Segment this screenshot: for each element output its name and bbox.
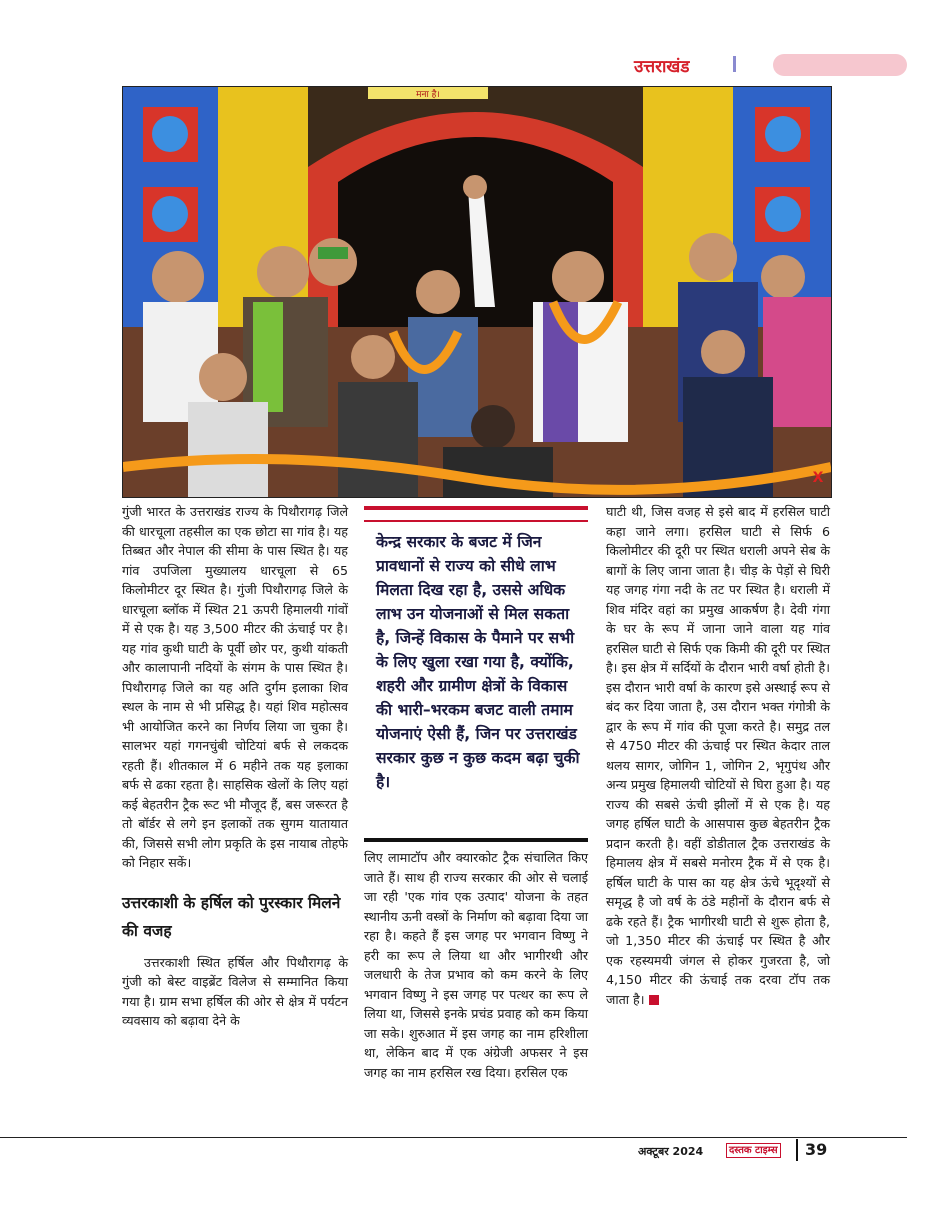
pull-quote-text: केन्द्र सरकार के बजट में जिन प्रावधानों से राज्य को सीधे लाभ मिलता दिख रहा है, उससे अधिक लाभ उन योजनाओं से मिल सकता है, जिन्हें विकास के पैमाने पर सभी के लिए खुला रखा गया है, क्योंकि, शहरी और ग्रामीण क्षेत्रों के विकास की भारी–भरकम बजट वाली तमाम योजनाएं ऐसी हैं, जिन पर उत्तराखंड सरकार कुछ न कुछ कदम बढ़ा चुकी है। bbox=[376, 533, 580, 791]
footer-date: अक्टूबर 2024 bbox=[638, 1145, 704, 1158]
footer-rule bbox=[0, 1137, 907, 1138]
section-tag: उत्तराखंड bbox=[634, 57, 690, 77]
header-pill bbox=[773, 54, 907, 76]
article-paragraph: गुंजी भारत के उत्तराखंड राज्य के पिथौरागढ़ जिले की धारचूला तहसील का एक छोटा सा गांव है। यह तिब्बत और नेपाल की सीमा के पास स्थित है। यह गांव उपजिला मुख्यालय धारचूला से 65 किलोमीटर दूर स्थित है। गुंजी पिथौरागढ़ जिले के धारचूला ब्लॉक में स्थित 21 ऊपरी हिमालयी गांवों में से एक है। यह 3,500 मीटर की ऊंचाई पर है। यह गांव कुथी घाटी के पूर्वी छोर पर, कुथी यांकती और कालापानी नदियों के संगम के पास स्थित है। पिथौरागढ़ जिले का यह अति दुर्गम इलाका शिव स्थल के नाम से भी प्रसिद्ध है। यहां शिव महोत्सव भी आयोजित करने का निर्णय लिया जा चुका है। सालभर यहां गगनचुंबी चोटियां बर्फ से लकदक रहती हैं। शीतकाल में 6 महीने तक यह इलाका बर्फ से ढका रहता है। साहसिक खेलों के लिए यहां कई बेहतरीन ट्रैक रूट भी मौजूद हैं, बस जरूरत है तो बॉर्डर से लगे इन इलाकों तक सुगम यातायात की, जिससे सभी लोग प्रकृति के इस नायाब तोहफे को निहार सकें। bbox=[122, 504, 348, 870]
pull-quote bbox=[364, 506, 588, 842]
article-paragraph: लिए लामाटॉप और क्यारकोट ट्रैक संचालित किए जाते हैं। साथ ही राज्य सरकार की ओर से चलाई जा रही 'एक गांव एक उत्पाद' योजना के तहत स्थानीय ऊनी वस्त्रों के निर्माण को बढ़ावा दिया जा रहा है। कहते हैं इस जगह पर भगवान विष्णु ने हरी का रूप ले लिया था और भागीरथी और जलधारी के तेज प्रभाव को कम करने के लिए भगवान विष्णु ने इस जगह पर पत्थर का रूप ले लिया था, जिससे इनके प्रचंड प्रवाह को कम किया जा सके। शुरुआत में इस जगह का नाम हरिशीला था, लेकिन बाद में एक अंग्रेजी अफसर ने इस जगह का नाम हरसिल रख दिया। हरसिल एक bbox=[364, 850, 588, 1080]
photo-corner-mark: X bbox=[812, 470, 824, 486]
end-of-article-mark bbox=[649, 995, 659, 1005]
pull-quote-rule bbox=[364, 520, 588, 522]
article-paragraph bbox=[606, 502, 830, 1009]
footer-brand-logo: दस्तक टाइम्स bbox=[726, 1143, 781, 1158]
article-column-3 bbox=[606, 502, 830, 1009]
article-subheading: उत्तरकाशी के हर्षिल को पुरस्कार मिलने की वजह bbox=[122, 893, 341, 940]
article-column-1 bbox=[122, 502, 348, 1031]
article-column-2 bbox=[364, 848, 588, 1082]
article-paragraph: उत्तरकाशी स्थित हर्षिल और पिथौरागढ़ के गुंजी को बेस्ट वाइब्रेंट विलेज से सम्मानित किया गया है। ग्राम सभा हर्षिल की ओर से क्षेत्र में पर्यटन व्यवसाय को बढ़ावा देने के bbox=[122, 954, 348, 1028]
photo-banner-text: मना है। bbox=[416, 90, 440, 100]
footer-divider bbox=[796, 1139, 798, 1161]
tag-divider bbox=[733, 56, 736, 72]
event-photo-illustration bbox=[123, 87, 831, 497]
page-number: 39 bbox=[805, 1140, 828, 1159]
article-paragraph-text: घाटी थी, जिस वजह से इसे बाद में हरसिल घाटी कहा जाने लगा। हरसिल घाटी से सिर्फ 6 किलोमीटर की दूरी पर स्थित धराली अपने सेब के बागों के लिए जाना जाता है। चीड़ के पेड़ों से घिरी यह जगह गंगा नदी के तट पर स्थित है। धराली में शिव मंदिर वहां का प्रमुख आकर्षण है। देवी गंगा के घर के रूप में जाना जाने वाला यह गांव हरसिल घाटी से सिर्फ एक किमी की दूरी पर स्थित है। इस क्षेत्र में सर्दियों के दौरान भारी वर्षा होती है। इस दौरान भारी वर्षा के कारण इसे अस्थाई रूप से बंद कर दिया जाता है, उस दौरान भक्त गंगोत्री के द्वार के रूप में गांव की पूजा करते है। समुद्र तल से 4750 मीटर की ऊंचाई पर स्थित केदार ताल थलय सागर, जोगिन 1, जोगिन 2, भृगुपंथ और अन्य प्रमुख हिमालयी चोटियों से घिरा हुआ है। यह राज्य की सबसे ऊंची झीलों में से एक है। यह जगह हर्षिल घाटी के आसपास कुछ बेहतरीन ट्रैक प्रदान करती है। वहीं डोडीताल ट्रैक उत्तराखंड के हिमालय क्षेत्र में सबसे मनोरम ट्रैक में से एक है। हर्षिल घाटी के पास का यह क्षेत्र ऊंचे भूदृश्यों से समृद्ध है जो वर्ष के ठंडे महीनों के दौरान बर्फ से ढके रहते हैं। ट्रैक भागीरथी घाटी से शुरू होता है, जो 1,350 मीटर की ऊंचाई पर स्थित है और एक रहस्यमयी जंगल से होकर गुजरता है, जो 4,150 मीटर की ऊंचाई तक दरवा टॉप तक जाता है। bbox=[606, 504, 830, 1007]
event-photo bbox=[122, 86, 832, 498]
